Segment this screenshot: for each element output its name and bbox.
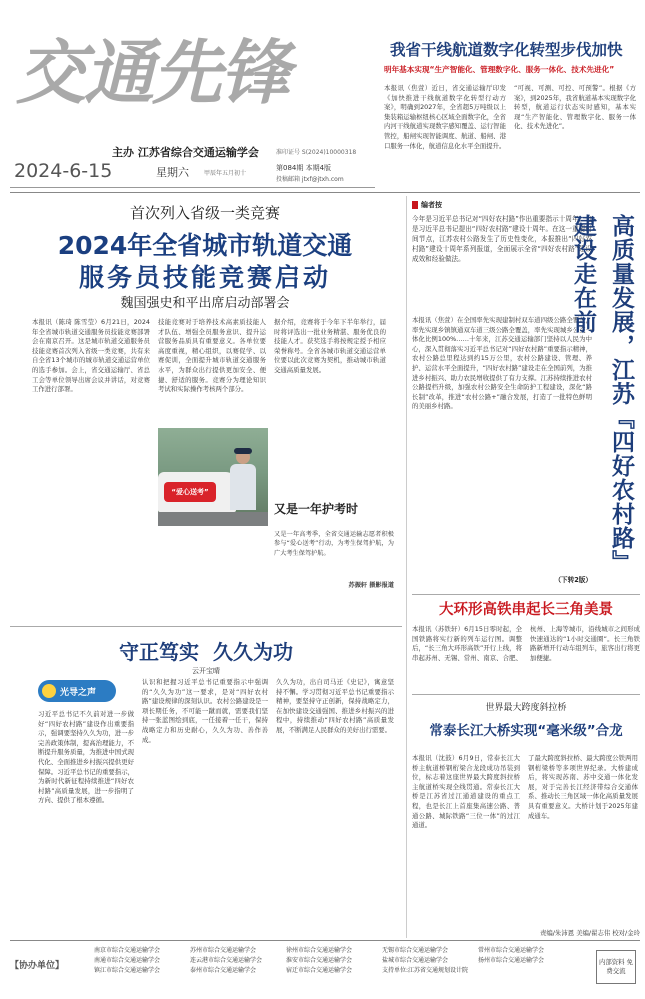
main-col2: 技能竞赛对于培养技术高素质技能人才队伍、增强全员服务意识、提升运营服务品质具有重要意义。各单位要高度重视，精心组织，以赛促学、以赛促训，全面提升城市轨道交通服务水平，为群众出行提供更加安全、便捷、舒适的服务。竞赛分为理论知识考试和实际操作考核两个部分。: [158, 318, 266, 394]
footer-unit: 南京市综合交通运输学会: [94, 947, 161, 954]
feature-tag-icon: [42, 684, 56, 698]
bridge-kicker: 世界最大跨度斜拉桥: [485, 703, 567, 713]
footer-col-2: [286, 946, 382, 990]
footer-unit: 宿迁市综合交通运输学会: [286, 967, 353, 974]
main-story: [10, 196, 400, 526]
masthead-reg: 准印证号 S(2024)10000318: [276, 149, 357, 156]
top-right-subtitle: 明年基本实现“生产智能化、管理数字化、服务一体化、技术先进化”: [384, 65, 615, 74]
photo-person-cap: [234, 448, 252, 454]
right-story-text: [412, 316, 592, 588]
right-story-body: 本报讯（焦萱）在全国率先实现建制村双车道四级公路全覆盖，率先实现乡镇镇通双车道三级公路全覆盖，率先实现城乡公交一体化比例100%……十年来，江苏交通运输部门坚持以人民为中心，深入贯彻落实习近平总书记对“四好农村路”重要指示精神，农村公路总里程达到约15万公里，农村公路建设、管理、养护、运营水平全面提升，“四好农村路”建设走在全国前列，为推进乡村振兴、助力农民增收提供了有力支撑。江苏持续推进农村公路提档升级，加强农村公路安全生命防护工程建设，深化“路长制”改革，推进“农村公路+”融合发展，打造了一批特色鲜明的美丽乡村路。: [412, 316, 592, 411]
footer-units: [94, 946, 564, 990]
masthead-lunar: 甲辰年五月初十: [204, 170, 247, 177]
photo-caption-title: 又是一年护考时: [274, 502, 359, 516]
top-right-right-text: “可视、可测、可控、可预警”。根据《方案》，到2025年，我省航道基本实现数字化转型，航道运行状态实时感知，基本实现“生产智能化、管理数字化、服务一体化、技术先进化”。: [514, 84, 636, 131]
main-title-line1: 2024年全省城市轨道交通: [57, 231, 353, 260]
editor-note-label: 编者按: [421, 201, 442, 209]
top-right-story: [380, 0, 640, 192]
bridge-col2: 了最大跨度斜拉桥、最大跨度公铁两用钢桁梁桥等多项世界纪录。大桥建成后，将实现苏南、苏中交通一体化发展，对于完善长江经济带综合交通体系、推动长三角区域一体化高质量发展具有重要意义。大桥计划于2025年建成通车。: [528, 754, 638, 820]
feature-title: 守正笃实 久久为功: [119, 640, 293, 664]
footer-unit: 扬州市综合交通运输学会: [478, 957, 545, 964]
photo-caption-body: [274, 530, 394, 610]
footer-unit: 泰州市综合交通运输学会: [190, 967, 257, 974]
footer: [10, 944, 640, 994]
feature-byline: 云开宝晴: [192, 667, 220, 675]
main-title-line2: 服务员技能竞赛启动: [78, 263, 331, 292]
bridge-story: [412, 700, 640, 936]
photo-sign-text: “爱心送考”: [171, 488, 209, 496]
top-right-left-text: 本报讯（焦萱）近日，省交通运输厅印发《加快推进干线航道数字化转型行动方案》，明确到2027年，全省超5万吨级以上集装箱运输枢纽核心区域全面数字化，全省内河干线航道实现数字感知覆盖、运行智能管控，船闸实现智能调度、航道、船闸、港口服务一体化，航道信息化水平全面提升。: [384, 84, 506, 150]
masthead-weekday: 星期六: [156, 166, 189, 179]
footer-stamp: [596, 950, 636, 984]
editor-note-label-wrap: [412, 200, 592, 210]
column-divider: [406, 196, 407, 938]
masthead: [0, 0, 380, 190]
footer-unit: 镇江市综合交通运输学会: [94, 967, 161, 974]
footer-unit: 苏州市综合交通运输学会: [190, 947, 257, 954]
editor-note-marker-icon: [412, 201, 418, 209]
masthead-rule: [10, 187, 375, 188]
right-mid-rule: [412, 594, 640, 595]
masthead-title: 交通先锋: [16, 31, 288, 114]
hsr-title: 大环形高铁串起长三角美景: [439, 602, 613, 618]
main-kicker: 首次列入省级一类竞赛: [129, 204, 280, 222]
feature-tag: [38, 680, 116, 702]
right-vertical-title: 高质量发展，江苏『四好农村路』建设走在前: [570, 214, 634, 574]
masthead-sponsor: 主办 江苏省综合交通运输学会: [112, 146, 259, 159]
footer-unit: 南通市综合交通运输学会: [94, 957, 161, 964]
photo-credit: 苏振轩 摄影报道: [348, 582, 394, 589]
footer-col-4: [478, 946, 564, 990]
masthead-email: 投稿邮箱 jtxf@jtxh.com: [276, 176, 344, 183]
footer-unit: 常州市综合交通运输学会: [478, 947, 545, 954]
bridge-title: 常泰长江大桥实现“毫米级”合龙: [429, 723, 623, 739]
footer-col-3: [382, 946, 478, 990]
top-right-title: 我省干线航道数字化转型步伐加快: [390, 41, 623, 59]
right-lower-rule: [412, 694, 640, 695]
photo-road: [158, 512, 268, 526]
feature-col3: 久久为功，出自司马迁《史记》，寓意坚持不懈。学习贯彻习近平总书记重要指示精神，要坚持守正创新，保持战略定力，在加快建设交通强国、推进乡村振兴的进程中，持续推动“四好农村路”高质量发展，不断满足人民群众的美好出行需要。: [276, 678, 394, 734]
right-story-continued: （下转2版）: [554, 576, 592, 584]
feature-story: [10, 630, 402, 938]
main-col3: 据介绍，竞赛将于今年下半年举行，届时将评选出一批业务精湛、服务优良的技能人才。获奖选手将按规定授予相应荣誉称号。全省各城市轨道交通运营单位要以此次竞赛为契机，推动城市轨道交通高质量发展。: [274, 318, 386, 374]
main-bottom-rule: [10, 626, 402, 627]
footer-label: 【协办单位】: [10, 961, 65, 971]
footer-unit: 支持单位:江苏省交通规划设计院: [382, 967, 469, 974]
feature-tag-label: 光导之声: [60, 687, 97, 698]
photo-caption-text: 又是一年高考季，全省交通运输志愿者积极参与“爱心送考”行动，为考生保驾护航，为广大考生保驾护航。: [274, 531, 394, 557]
hsr-text: 本报讯（苏铁轩）6月15日零时起，全国铁路将实行新的列车运行图。调整后，“长三角大环形高铁”开行上线，将串起苏州、无锡、常州、南京、合肥、杭州、上海等城市，沿线城市之间形成快速通达的“1小时交通圈”。长三角铁路新增开行动车组列车，旅客出行将更加便捷。: [412, 625, 640, 662]
footer-unit: 连云港市综合交通运输学会: [190, 957, 263, 964]
photo-person: [230, 450, 256, 510]
main-subtitle: 魏国强史和平出席启动部署会: [120, 296, 290, 311]
news-photo: [158, 428, 268, 526]
top-section-rule: [10, 192, 640, 193]
main-col1: 本报讯（陈琦 陈雪莹）6月21日，2024年全省城市轨道交通服务员技能竞赛部署会在南京召开。这是城市轨道交通服务员技能竞赛首次列入省级一类竞赛，共有来自全省13个城市的城市轨道交通运营单位的选手参加。会上，省交通运输厅、省总工会等单位领导出席会议并讲话，对竞赛工作进行部署。: [32, 318, 150, 394]
footer-unit: 盐城市综合交通运输学会: [382, 957, 449, 964]
feature-col2: 认识和把握习近平总书记重要指示中强调的“久久为功”这一要求，是对“四好农村路”建设规律的深刻认识。农村公路建设是一项长期任务，不可能一蹴而就，需要我们坚持一张蓝图绘到底，一任接着一任干，保持战略定力和历史耐心，久久为功、善作善成。: [142, 678, 268, 744]
masthead-date: 2024-6-15: [14, 160, 113, 182]
photo-person-body: [230, 464, 256, 510]
masthead-issue: 第084期 本期4版: [276, 164, 332, 172]
footer-rule: [10, 940, 640, 941]
footer-unit: 徐州市综合交通运输学会: [286, 947, 353, 954]
footer-unit: 淮安市综合交通运输学会: [286, 957, 353, 964]
bridge-col1: 本报讯（沈鼓）6月9日，常泰长江大桥主航道桥钢桁梁合龙段成功吊装到位，标志着这座世界最大跨度斜拉桥主航道桥实现全线贯通。常泰长江大桥是江苏省过江通道建设的重点工程，也是长江上首座集高速公路、普通公路、城际铁路“三位一体”的过江通道。: [412, 754, 520, 830]
hsr-story: [412, 598, 640, 690]
staff-credit: 责编/朱沛恩 美编/翟志伟 校对/金玲: [540, 929, 640, 937]
photo-sign: [164, 482, 216, 502]
feature-col1: 习近平总书记不久前对进一步做好“四好农村路”建设作出重要指示，强调要坚持久久为功，进一步完善政策体制，提高治理能力，不断提升服务质量，为推进中国式现代化、全面推进乡村振兴提供更好保障。习近平总书记的重要指示，为新时代新征程持续推进“四好农村路”高质量发展，进一步指明了方向、提供了根本遵循。: [38, 710, 134, 805]
editor-note-text: 今年是习近平总书记对“四好农村路”作出重要指示十周年，也是习近平总书记提出“四好农村路”建设十周年。在这一重要时间节点，江苏农村公路发生了历史性变化，本报推出“四好农村路”建设十周年系列报道，全面展示全省“四好农村路”建设成效和经验做法。: [412, 215, 592, 263]
footer-stamp-text: 内部资料 免费交流: [599, 958, 633, 975]
footer-col-0: [94, 946, 190, 990]
footer-col-1: [190, 946, 286, 990]
footer-unit: 无锡市综合交通运输学会: [382, 947, 449, 954]
